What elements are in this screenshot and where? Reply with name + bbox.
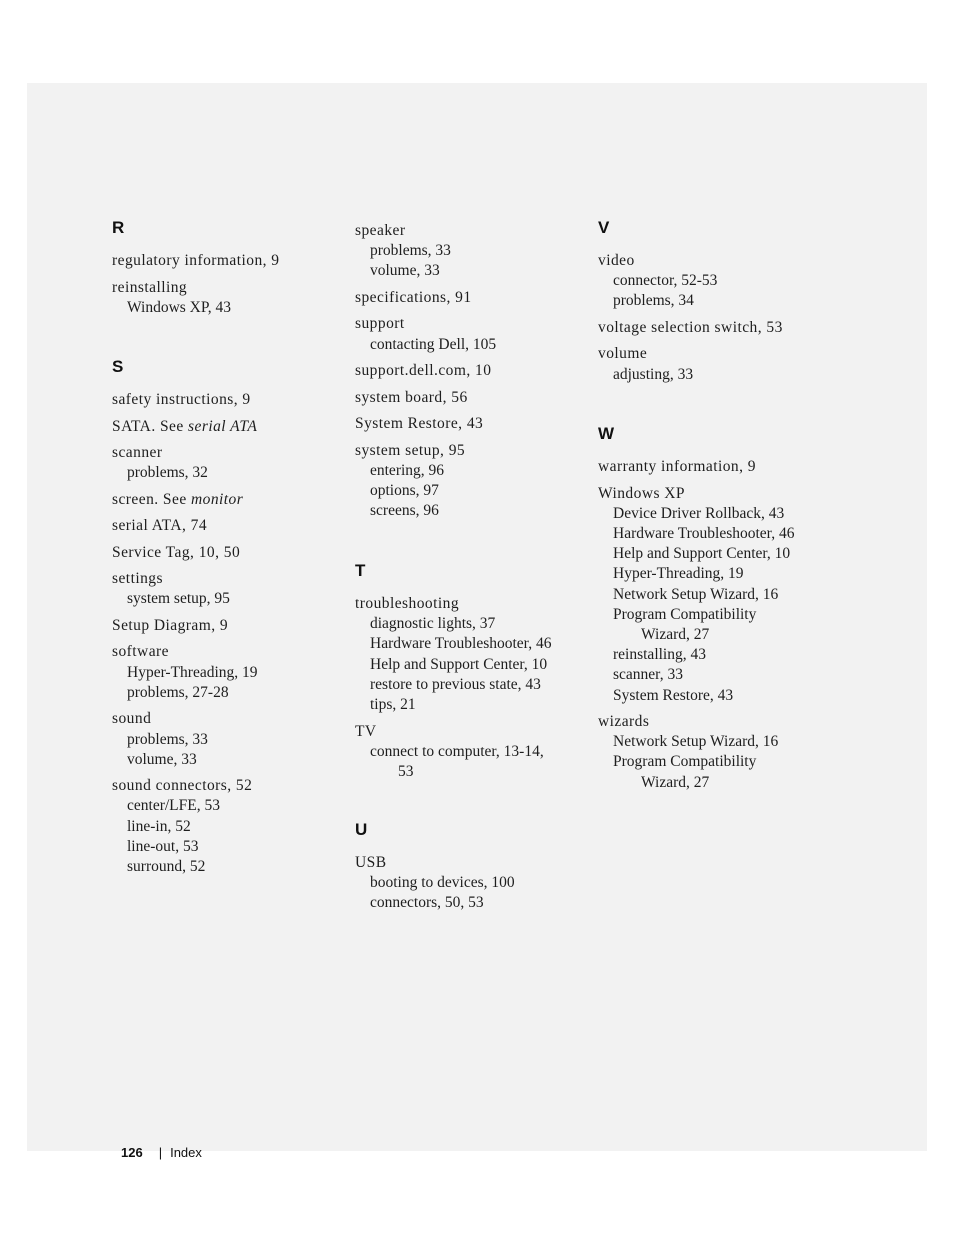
index-letter-heading: U (355, 820, 368, 839)
footer-section-title: Index (170, 1145, 202, 1160)
index-entry (598, 484, 685, 504)
index-subentry: Network Setup Wizard, 16 (613, 585, 779, 603)
index-entry-term: regulatory information, 9 (112, 252, 280, 269)
index-subentry: contacting Dell, 105 (370, 335, 497, 353)
index-entry-term: voltage selection switch, 53 (598, 318, 783, 336)
index-entry-term: video (598, 252, 635, 269)
index-entry (355, 853, 387, 873)
index-entry (598, 457, 756, 477)
index-entry (598, 318, 783, 338)
index-subentry: problems, 27-28 (127, 683, 229, 701)
index-entry-term: settings (112, 570, 163, 588)
index-entry (355, 414, 483, 434)
index-entry-term: reinstalling (112, 278, 188, 296)
index-subentry: Hardware Troubleshooter, 46 (370, 635, 552, 653)
index-entry-term: software (112, 643, 169, 661)
index-entry (355, 722, 377, 742)
index-letter-heading: V (598, 218, 610, 237)
index-entry (355, 288, 472, 308)
index-subentry: adjusting, 33 (613, 365, 694, 383)
index-entry (598, 251, 635, 271)
index-entry-term: troubleshooting (355, 595, 460, 612)
index-subentry: connectors, 50, 53 (370, 894, 484, 912)
index-entry-term: volume (598, 345, 648, 363)
index-subentry: system setup, 95 (127, 590, 230, 608)
page-number: 126 (121, 1145, 143, 1160)
index-subentry: Windows XP, 43 (127, 298, 232, 316)
index-subentry: Hardware Troubleshooter, 46 (613, 524, 795, 542)
index-subentry: booting to devices, 100 (370, 874, 515, 892)
index-subentry: options, 97 (370, 482, 439, 499)
index-subentry-continuation: Wizard, 27 (641, 773, 710, 791)
index-entry-term: serial ATA, 74 (112, 517, 208, 535)
index-entry (112, 417, 257, 437)
index-subentry: System Restore, 43 (613, 686, 734, 704)
index-entry-term: TV (355, 722, 377, 740)
index-letter-heading: W (598, 424, 615, 443)
index-subentry: connector, 52-53 (613, 272, 718, 290)
index-see-reference: serial ATA (188, 417, 258, 435)
index-subentry: center/LFE, 53 (127, 797, 220, 815)
index-subentry: restore to previous state, 43 (370, 675, 541, 693)
index-subentry: volume, 33 (370, 262, 440, 280)
index-entry-term: Windows XP (598, 484, 685, 502)
index-subentry: problems, 33 (127, 730, 208, 748)
index-letter-heading: R (112, 218, 125, 237)
index-subentry: entering, 96 (370, 461, 445, 479)
index-entry-term: safety instructions, 9 (112, 391, 251, 408)
index-subentry: tips, 21 (370, 696, 416, 713)
index-entry-term: sound connectors, 52 (112, 777, 253, 795)
index-entry-term: Setup Diagram, 9 (112, 616, 229, 634)
index-entry-term: System Restore, 43 (355, 415, 484, 433)
index-page (27, 83, 927, 1160)
index-entry-term: system setup, 95 (355, 441, 466, 459)
index-subentry: scanner, 33 (613, 666, 683, 684)
index-subentry: surround, 52 (127, 858, 206, 875)
index-entry-term: wizards (598, 713, 650, 730)
index-entry (112, 543, 240, 563)
index-subentry: Network Setup Wizard, 16 (613, 733, 779, 751)
index-entry-term: support (355, 315, 405, 333)
index-subentry: problems, 33 (370, 242, 451, 260)
index-see-reference: monitor (191, 490, 244, 508)
index-entry (112, 616, 228, 636)
index-entry-term: specifications, 91 (355, 288, 472, 306)
index-entry-term: Service Tag, 10, 50 (112, 543, 241, 561)
index-entry (112, 776, 252, 796)
index-subentry: Help and Support Center, 10 (370, 655, 548, 673)
index-entry-term: USB (355, 854, 387, 871)
footer-separator: | (158, 1145, 163, 1160)
index-entry (355, 361, 491, 381)
index-entry (112, 490, 243, 510)
index-entry (355, 221, 405, 241)
index-subentry: line-out, 53 (127, 837, 199, 855)
index-entry (112, 709, 151, 729)
index-entry-term: sound (112, 710, 152, 728)
index-entry (355, 441, 465, 461)
index-entry-term: warranty information, 9 (598, 458, 756, 475)
index-entry-term: support.dell.com, 10 (355, 362, 492, 380)
index-subentry: Help and Support Center, 10 (613, 545, 791, 563)
index-entry (112, 390, 251, 410)
index-subentry: reinstalling, 43 (613, 646, 706, 664)
index-entry-term: system board, 56 (355, 388, 468, 406)
index-subentry: line-in, 52 (127, 817, 191, 835)
index-entry (112, 569, 163, 589)
index-subentry: connect to computer, 13-14, (370, 742, 544, 760)
index-subentry: diagnostic lights, 37 (370, 615, 496, 633)
index-entry (112, 443, 162, 463)
index-subentry: Device Driver Rollback, 43 (613, 504, 785, 522)
index-subentry-continuation: Wizard, 27 (641, 625, 710, 643)
index-entry (355, 388, 468, 408)
index-letter-heading: S (112, 357, 124, 376)
index-subentry: Program Compatibility (613, 753, 757, 771)
index-subentry-continuation: 53 (398, 762, 414, 780)
index-entry (355, 314, 405, 334)
index-subentry: Program Compatibility (613, 605, 757, 623)
page-footer (121, 1145, 202, 1161)
index-entry (112, 251, 280, 271)
index-entry-term: screen. See (112, 490, 191, 508)
index-entry (112, 516, 207, 536)
index-entry (598, 344, 647, 364)
index-subentry: problems, 34 (613, 292, 694, 310)
index-entry-term: speaker (355, 222, 406, 239)
index-entry (112, 278, 187, 298)
index-subentry: Hyper-Threading, 19 (127, 663, 258, 681)
index-entry (598, 712, 649, 732)
index-subentry: screens, 96 (370, 502, 439, 520)
index-subentry: volume, 33 (127, 750, 197, 768)
index-letter-heading: T (355, 561, 366, 580)
index-entry-term: SATA. See (112, 417, 189, 435)
index-entry-term: scanner (112, 444, 163, 461)
index-entry (355, 594, 459, 614)
index-subentry: problems, 32 (127, 464, 208, 482)
index-subentry: Hyper-Threading, 19 (613, 565, 744, 583)
index-entry (112, 642, 169, 662)
